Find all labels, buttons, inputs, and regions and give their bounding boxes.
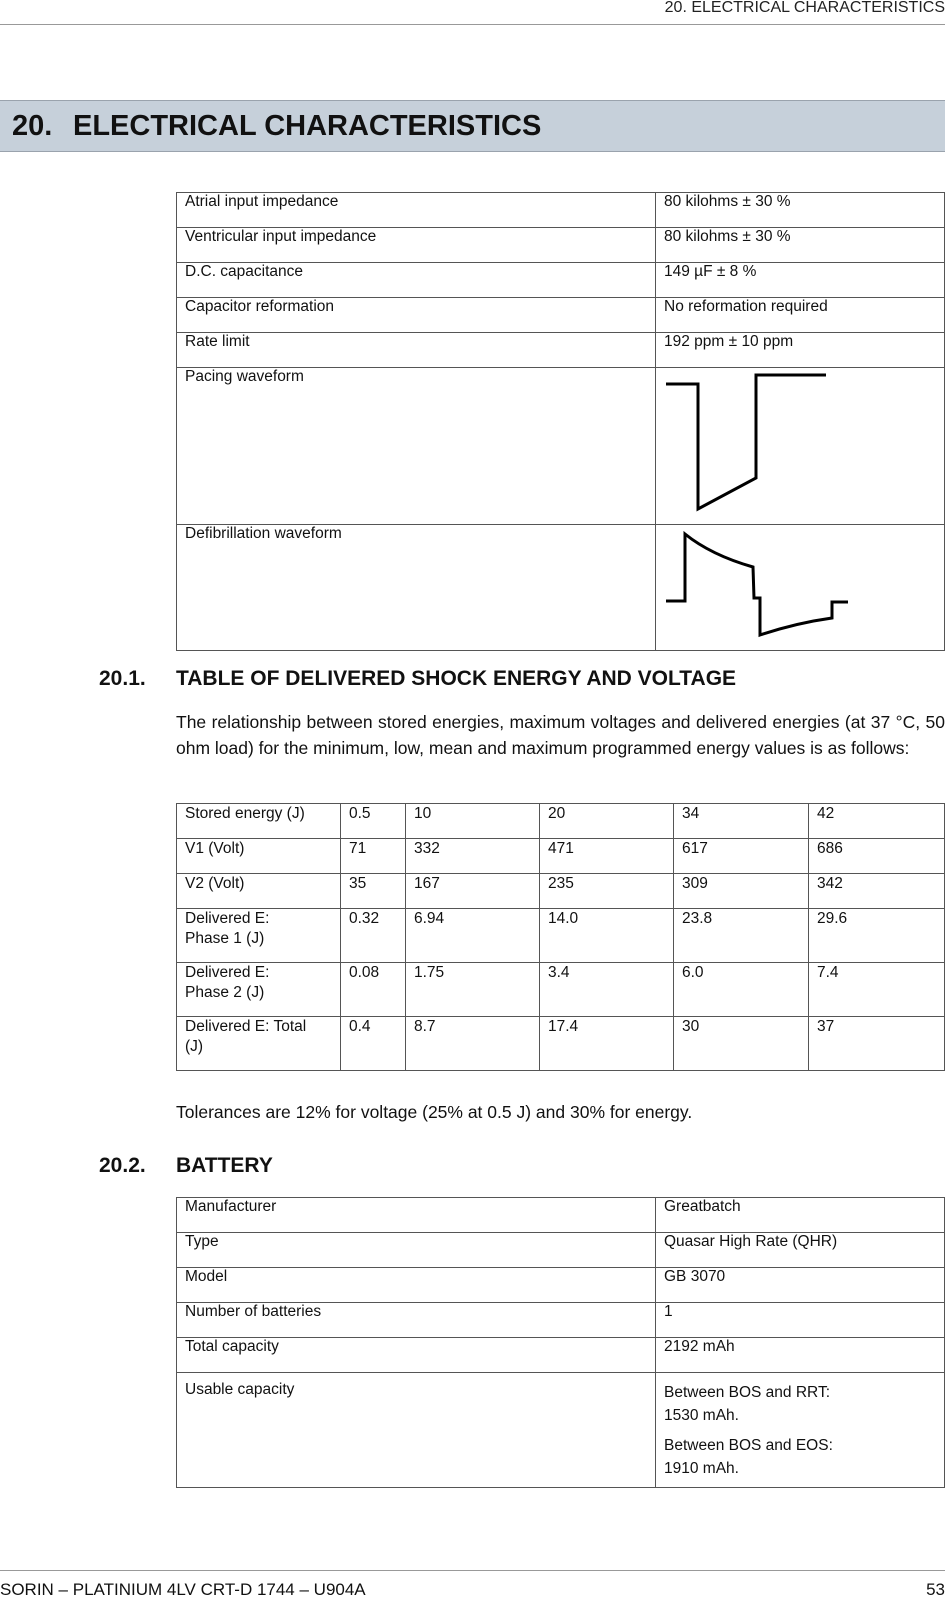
table-cell: 0.4 xyxy=(341,1017,406,1071)
section-title: BATTERY xyxy=(176,1154,273,1177)
row-value: Quasar High Rate (QHR) xyxy=(656,1233,945,1268)
footer-rule xyxy=(0,1570,945,1571)
section-title: TABLE OF DELIVERED SHOCK ENERGY AND VOLTAGE xyxy=(176,667,737,690)
running-header: 20. ELECTRICAL CHARACTERISTICS xyxy=(664,0,945,16)
table-row xyxy=(177,193,945,228)
table-cell: 471 xyxy=(540,839,674,874)
table-row xyxy=(177,874,945,909)
header-rule xyxy=(0,24,945,25)
table-cell: 37 xyxy=(809,1017,945,1071)
table-row xyxy=(177,1198,945,1233)
table-row xyxy=(177,263,945,298)
row-label-line: (J) xyxy=(185,1038,204,1055)
table-cell: 17.4 xyxy=(540,1017,674,1071)
table-row xyxy=(177,1338,945,1373)
row-label xyxy=(177,1017,341,1071)
page-number: 53 xyxy=(926,1580,945,1599)
row-label: Pacing waveform xyxy=(177,368,656,525)
row-label: Number of batteries xyxy=(177,1303,656,1338)
table-row xyxy=(177,963,945,1017)
row-label: Stored energy (J) xyxy=(177,804,341,839)
row-label: Capacitor reformation xyxy=(177,298,656,333)
defibrillation-waveform-trace xyxy=(666,534,848,635)
row-label: Total capacity xyxy=(177,1338,656,1373)
pacing-waveform-trace xyxy=(666,375,826,509)
table-cell: 10 xyxy=(406,804,540,839)
row-value xyxy=(656,1373,945,1488)
row-label: Rate limit xyxy=(177,333,656,368)
pacing-waveform-cell xyxy=(656,368,945,525)
pacing-waveform-diagram xyxy=(656,368,944,525)
table-cell: 0.32 xyxy=(341,909,406,963)
row-label: V1 (Volt) xyxy=(177,839,341,874)
footer-document-title: SORIN – PLATINIUM 4LV CRT-D 1744 – U904A xyxy=(0,1580,366,1599)
table-row xyxy=(177,804,945,839)
table-cell: 71 xyxy=(341,839,406,874)
table-row xyxy=(177,909,945,963)
table-row xyxy=(177,333,945,368)
row-value: 80 kilohms ± 30 % xyxy=(656,193,945,228)
table-cell: 332 xyxy=(406,839,540,874)
table-cell: 14.0 xyxy=(540,909,674,963)
row-label xyxy=(177,963,341,1017)
section-number: 20.1. xyxy=(99,667,146,690)
table-cell: 42 xyxy=(809,804,945,839)
row-label xyxy=(177,909,341,963)
row-label: Model xyxy=(177,1268,656,1303)
row-label: Atrial input impedance xyxy=(177,193,656,228)
row-value: 192 ppm ± 10 ppm xyxy=(656,333,945,368)
table-cell: 6.0 xyxy=(674,963,809,1017)
row-value: Greatbatch xyxy=(656,1198,945,1233)
chapter-number: 20. xyxy=(12,110,53,142)
electrical-characteristics-table xyxy=(176,192,945,651)
defibrillation-waveform-cell xyxy=(656,525,945,651)
row-value: 2192 mAh xyxy=(656,1338,945,1373)
row-value: 149 µF ± 8 % xyxy=(656,263,945,298)
usable-capacity-line: 1530 mAh. xyxy=(664,1407,739,1424)
table-row xyxy=(177,1268,945,1303)
table-cell: 30 xyxy=(674,1017,809,1071)
table-cell: 235 xyxy=(540,874,674,909)
table-row xyxy=(177,368,945,525)
row-label: Defibrillation waveform xyxy=(177,525,656,651)
table-cell: 0.08 xyxy=(341,963,406,1017)
table-cell: 23.8 xyxy=(674,909,809,963)
row-label: D.C. capacitance xyxy=(177,263,656,298)
row-label: V2 (Volt) xyxy=(177,874,341,909)
chapter-heading xyxy=(0,100,945,152)
shock-energy-table xyxy=(176,803,945,1071)
table-cell: 29.6 xyxy=(809,909,945,963)
row-label-line: Delivered E: xyxy=(185,964,270,981)
table-row xyxy=(177,525,945,651)
tolerance-note: Tolerances are 12% for voltage (25% at 0.5 J) and 30% for energy. xyxy=(176,1102,693,1122)
table-row xyxy=(177,298,945,333)
table-cell: 617 xyxy=(674,839,809,874)
table-cell: 6.94 xyxy=(406,909,540,963)
row-label-line: Phase 2 (J) xyxy=(185,984,265,1001)
row-label: Ventricular input impedance xyxy=(177,228,656,263)
table-row xyxy=(177,839,945,874)
chapter-title: ELECTRICAL CHARACTERISTICS xyxy=(73,110,542,142)
table-row xyxy=(177,228,945,263)
row-label: Type xyxy=(177,1233,656,1268)
table-row xyxy=(177,1303,945,1338)
row-value: 80 kilohms ± 30 % xyxy=(656,228,945,263)
row-label: Manufacturer xyxy=(177,1198,656,1233)
usable-capacity-line: 1910 mAh. xyxy=(664,1460,739,1477)
row-label-line: Phase 1 (J) xyxy=(185,930,265,947)
table-cell: 0.5 xyxy=(341,804,406,839)
table-cell: 34 xyxy=(674,804,809,839)
intro-paragraph: The relationship between stored energies, maximum voltages and delivered energies (at 37 °C, 50 ohm load) for the minimum, low, mean and maximum programmed energy values is as follows: xyxy=(176,712,945,758)
table-row xyxy=(177,1373,945,1488)
row-label-line: Delivered E: xyxy=(185,910,270,927)
usable-capacity-line: Between BOS and RRT: xyxy=(664,1384,830,1401)
row-value: No reformation required xyxy=(656,298,945,333)
row-value: GB 3070 xyxy=(656,1268,945,1303)
row-label: Usable capacity xyxy=(177,1373,656,1488)
usable-capacity-line: Between BOS and EOS: xyxy=(664,1437,833,1454)
defibrillation-waveform-diagram xyxy=(656,525,944,651)
table-cell: 167 xyxy=(406,874,540,909)
table-cell: 1.75 xyxy=(406,963,540,1017)
table-cell: 8.7 xyxy=(406,1017,540,1071)
table-cell: 3.4 xyxy=(540,963,674,1017)
table-row xyxy=(177,1017,945,1071)
battery-table xyxy=(176,1197,945,1488)
table-cell: 342 xyxy=(809,874,945,909)
table-cell: 309 xyxy=(674,874,809,909)
row-value: 1 xyxy=(656,1303,945,1338)
table-cell: 35 xyxy=(341,874,406,909)
table-cell: 20 xyxy=(540,804,674,839)
table-cell: 7.4 xyxy=(809,963,945,1017)
table-row xyxy=(177,1233,945,1268)
table-cell: 686 xyxy=(809,839,945,874)
section-number: 20.2. xyxy=(99,1154,146,1177)
row-label-line: Delivered E: Total xyxy=(185,1018,307,1035)
